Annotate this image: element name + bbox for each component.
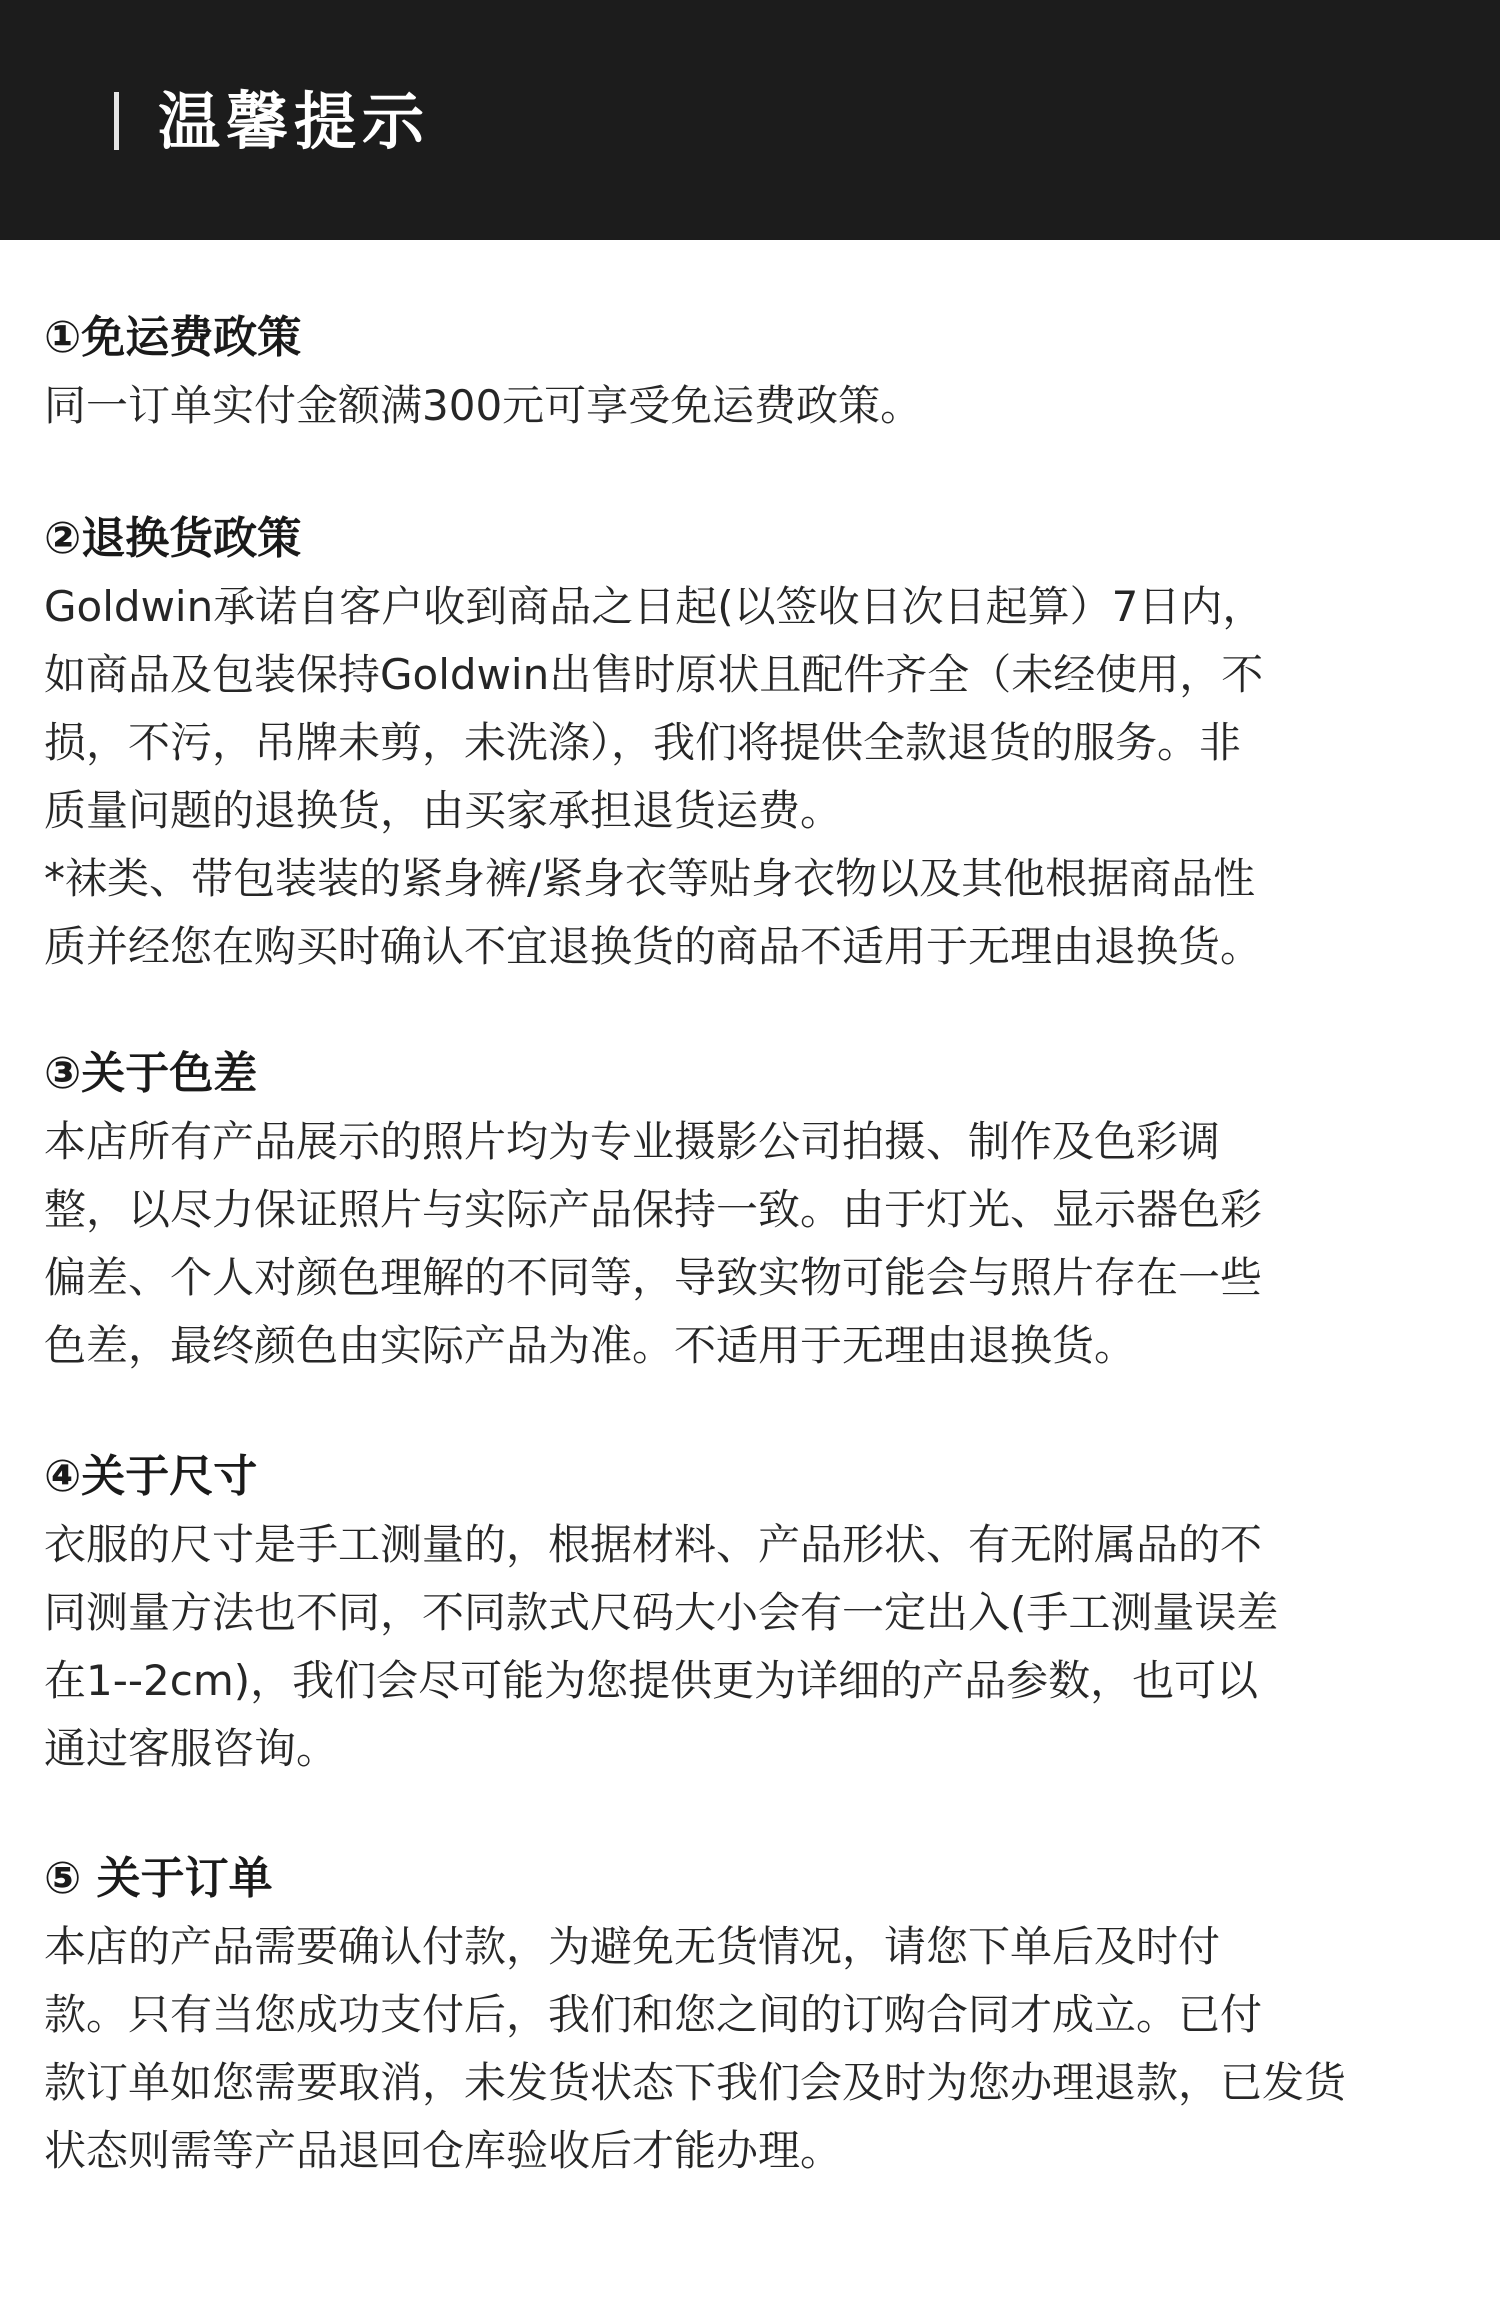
body-line: 色差，最终颜色由实际产品为准。不适用于无理由退换货。 [44,1321,1137,1370]
section-title: ⑤ 关于订单 [44,1853,273,1904]
body-line: 损，不污，吊牌未剪，未洗涤），我们将提供全款退货的服务。非 [44,718,1242,767]
section-return-policy [44,505,1464,981]
section-body [44,372,1464,440]
header-accent-bar [114,92,119,150]
section-body [44,1108,1464,1380]
body-line: 质并经您在购买时确认不宜退换货的商品不适用于无理由退换货。 [44,922,1263,971]
body-line: 本店所有产品展示的照片均为专业摄影公司拍摄、制作及色彩调 [44,1117,1221,1166]
section-sizing [44,1443,1464,1783]
page-title: 温馨提示 [158,85,431,158]
section-body [44,1913,1464,2185]
body-line: 款。只有当您成功支付后，我们和您之间的订购合同才成立。已付 [44,1990,1263,2039]
body-line: 同测量方法也不同，不同款式尺码大小会有一定出入(手工测量误差 [44,1588,1279,1637]
body-line: 状态则需等产品退回仓库验收后才能办理。 [44,2126,843,2175]
body-line: 质量问题的退换货，由买家承担退货运费。 [44,786,843,835]
section-color-difference [44,1040,1464,1380]
body-line: 通过客服咨询。 [44,1724,339,1773]
body-line: 款订单如您需要取消，未发货状态下我们会及时为您办理退款，已发货 [44,2058,1347,2107]
section-free-shipping [44,304,1464,440]
body-line: 在1--2cm)，我们会尽可能为您提供更为详细的产品参数，也可以 [44,1656,1259,1705]
body-line: 衣服的尺寸是手工测量的，根据材料、产品形状、有无附属品的不 [44,1520,1263,1569]
body-line: 本店的产品需要确认付款，为避免无货情况，请您下单后及时付 [44,1922,1221,1971]
body-line: *袜类、带包装装的紧身裤/紧身衣等贴身衣物以及其他根据商品性 [44,854,1256,903]
section-title: ①免运费政策 [44,312,302,363]
section-title: ④关于尺寸 [44,1451,258,1502]
section-orders [44,1845,1464,2185]
section-title: ③关于色差 [44,1048,258,1099]
section-body [44,573,1464,981]
body-line: 同一订单实付金额满300元可享受免运费政策。 [44,381,923,430]
body-line: Goldwin承诺自客户收到商品之日起(以签收日次日起算）7日内， [44,582,1265,631]
section-title: ②退换货政策 [44,513,302,564]
body-line: 如商品及包装保持Goldwin出售时原状且配件齐全（未经使用，不 [44,650,1264,699]
body-line: 整，以尽力保证照片与实际产品保持一致。由于灯光、显示器色彩 [44,1185,1263,1234]
body-line: 偏差、个人对颜色理解的不同等，导致实物可能会与照片存在一些 [44,1253,1263,1302]
page-header [0,0,1500,240]
section-body [44,1511,1464,1783]
